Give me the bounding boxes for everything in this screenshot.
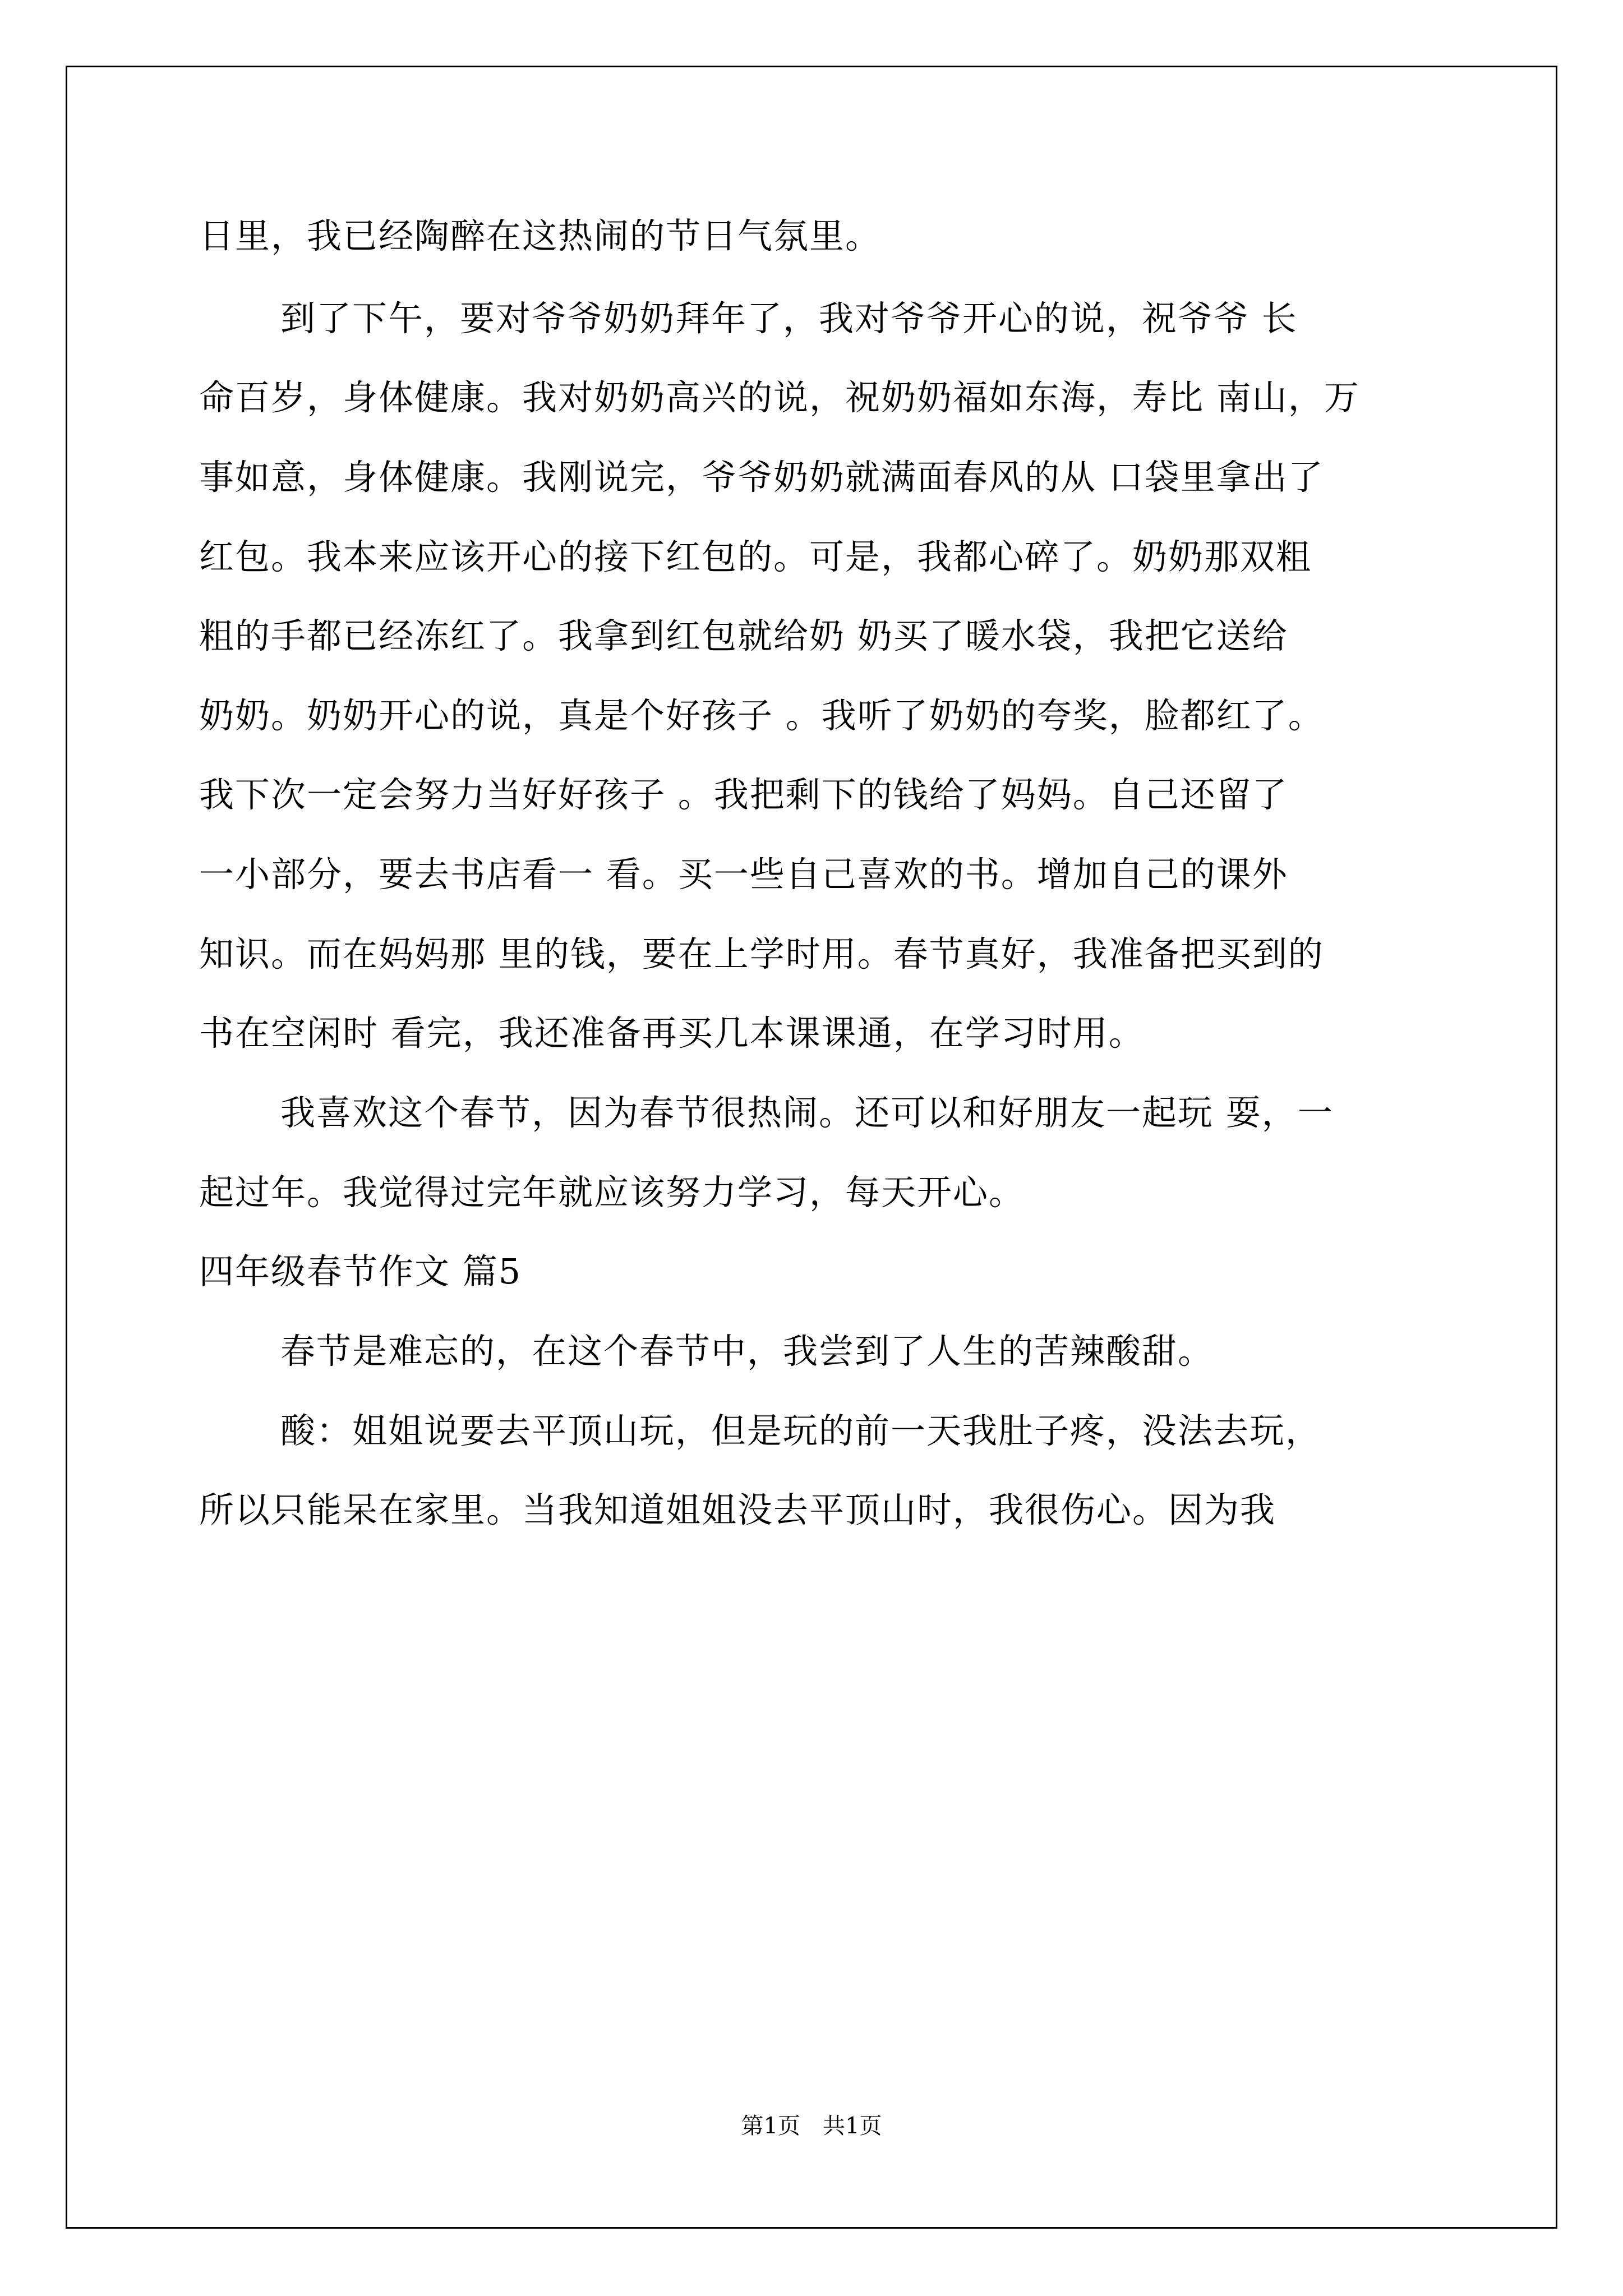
text-line: 起过年。我觉得过完年就应该努力学习，每天开心。 xyxy=(199,1172,1025,1213)
text-line: 知识。而在妈妈那 里的钱，要在上学时用。春节真好，我准备把买到的 xyxy=(199,933,1324,974)
text-line: 所以只能呆在家里。当我知道姐姐没去平顶山时，我很伤心。因为我 xyxy=(199,1489,1276,1530)
text-line: 日里，我已经陶醉在这热闹的节日气氛里。 xyxy=(199,215,882,256)
text-line: 命百岁，身体健康。我对奶奶高兴的说，祝奶奶福如东海，寿比 南山，万 xyxy=(199,377,1360,418)
text-line: 奶奶。奶奶开心的说，真是个好孩子 。我听了奶奶的夸奖，脸都红了。 xyxy=(199,695,1324,736)
text-line: 到了下午，要对爷爷奶奶拜年了，我对爷爷开心的说，祝爷爷 长 xyxy=(280,298,1298,339)
text-line: 我喜欢这个春节，因为春节很热闹。还可以和好朋友一起玩 耍，一 xyxy=(280,1092,1334,1133)
text-line: 红包。我本来应该开心的接下红包的。可是，我都心碎了。奶奶那双粗 xyxy=(199,536,1312,577)
text-line: 一小部分，要去书店看一 看。买一些自己喜欢的书。增加自己的课外 xyxy=(199,854,1288,895)
text-line: 事如意，身体健康。我刚说完，爷爷奶奶就满面春风的从 口袋里拿出了 xyxy=(199,457,1324,498)
text-line: 我下次一定会努力当好好孩子 。我把剩下的钱给了妈妈。自己还留了 xyxy=(199,774,1288,815)
text-line: 酸：姐姐说要去平顶山玩，但是玩的前一天我肚子疼，没法去玩， xyxy=(280,1410,1322,1451)
page-footer: 第1页 共1页 xyxy=(741,2113,882,2139)
text-line: 书在空闲时 看完，我还准备再买几本课课通，在学习时用。 xyxy=(199,1013,1145,1053)
text-line: 春节是难忘的，在这个春节中，我尝到了人生的苦辣酸甜。 xyxy=(280,1331,1214,1372)
text-line: 粗的手都已经冻红了。我拿到红包就给奶 奶买了暖水袋，我把它送给 xyxy=(199,615,1288,656)
section-heading: 四年级春节作文 篇5 xyxy=(199,1251,522,1292)
